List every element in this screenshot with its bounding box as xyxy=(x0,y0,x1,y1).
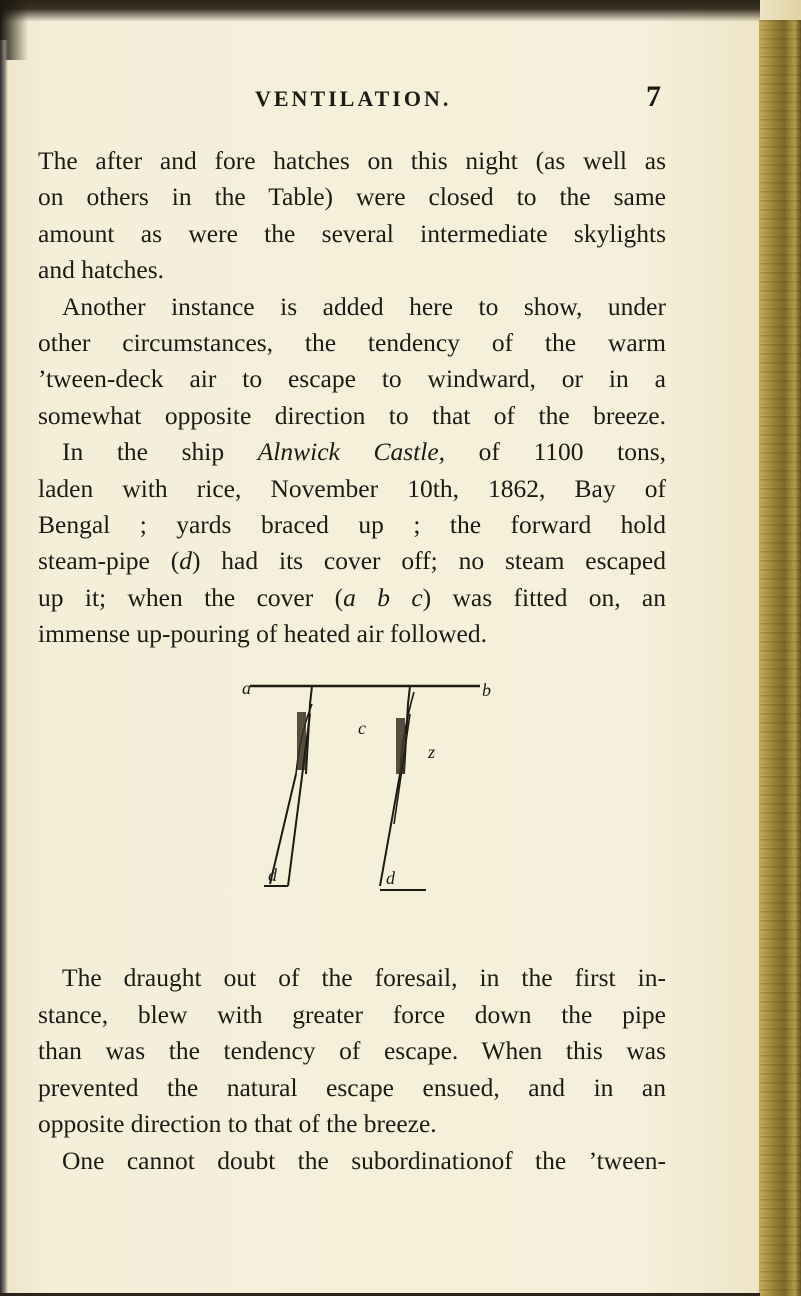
page-top-shadow xyxy=(0,0,760,22)
figure-ref: a b c xyxy=(343,582,423,612)
text-line: Bengal ; yards braced up ; the forward hold xyxy=(38,510,666,540)
page-left-edge xyxy=(0,40,8,1296)
text-line: somewhat opposite direction to that of the breeze. xyxy=(38,400,666,430)
text-line: opposite direction to that of the breeze. xyxy=(38,1109,437,1139)
diagram-svg xyxy=(230,674,520,914)
page-number: 7 xyxy=(646,80,661,113)
text-fragment: of 1100 tons, xyxy=(445,437,667,467)
running-head: VENTILATION. xyxy=(255,86,452,111)
cover-right-hatching xyxy=(396,718,405,774)
text-line: amount as were the several intermediate skylights xyxy=(38,218,666,248)
text-line: Another instance is added here to show, under xyxy=(62,291,666,321)
figure-ref: d xyxy=(179,546,192,576)
cover-left-wall xyxy=(306,686,312,774)
body-text-lower xyxy=(38,960,666,1180)
text-line: ’tween-deck air to escape to windward, or in a xyxy=(38,364,666,394)
ship-name: Alnwick Castle, xyxy=(257,437,446,467)
label-b: b xyxy=(482,680,491,700)
text-fragment: In the ship xyxy=(62,437,258,467)
text-fragment: up it; when the cover ( xyxy=(38,582,344,612)
text-line: than was the tendency of escape. When this was xyxy=(38,1036,666,1066)
text-line: and hatches. xyxy=(38,255,165,285)
text-line: prevented the natural escape ensued, and in an xyxy=(38,1072,666,1102)
text-fragment: ) was fitted on, an xyxy=(422,582,667,612)
text-line: on others in the Table) were closed to the same xyxy=(38,182,666,212)
text-line: The after and fore hatches on this night (as well as xyxy=(38,146,666,175)
text-line: laden with rice, November 10th, 1862, Bay of xyxy=(38,473,666,503)
label-d-right: d xyxy=(386,868,395,888)
text-line xyxy=(38,543,666,579)
label-d-left: d xyxy=(268,865,277,885)
text-line xyxy=(38,580,666,616)
body-text-upper xyxy=(38,143,666,653)
label-a: a xyxy=(242,678,251,698)
text-line: immense up-pouring of heated air followed. xyxy=(38,619,487,649)
text-fragment: steam-pipe ( xyxy=(38,546,180,576)
text-line: One cannot doubt the subordinationof the ’tween- xyxy=(62,1145,666,1175)
text-line: stance, blew with greater force down the pipe xyxy=(38,999,666,1029)
label-z: z xyxy=(428,742,436,762)
page-header xyxy=(0,82,801,122)
steam-pipe-diagram xyxy=(230,674,520,914)
text-line xyxy=(38,434,666,470)
text-line: The draught out of the foresail, in the first in- xyxy=(62,963,666,992)
gilt-page-edge xyxy=(759,20,801,1296)
text-line: other circumstances, the tendency of the warm xyxy=(38,328,666,358)
label-c: c xyxy=(358,718,366,738)
text-fragment: ) had its cover off; no steam escaped xyxy=(191,546,666,576)
